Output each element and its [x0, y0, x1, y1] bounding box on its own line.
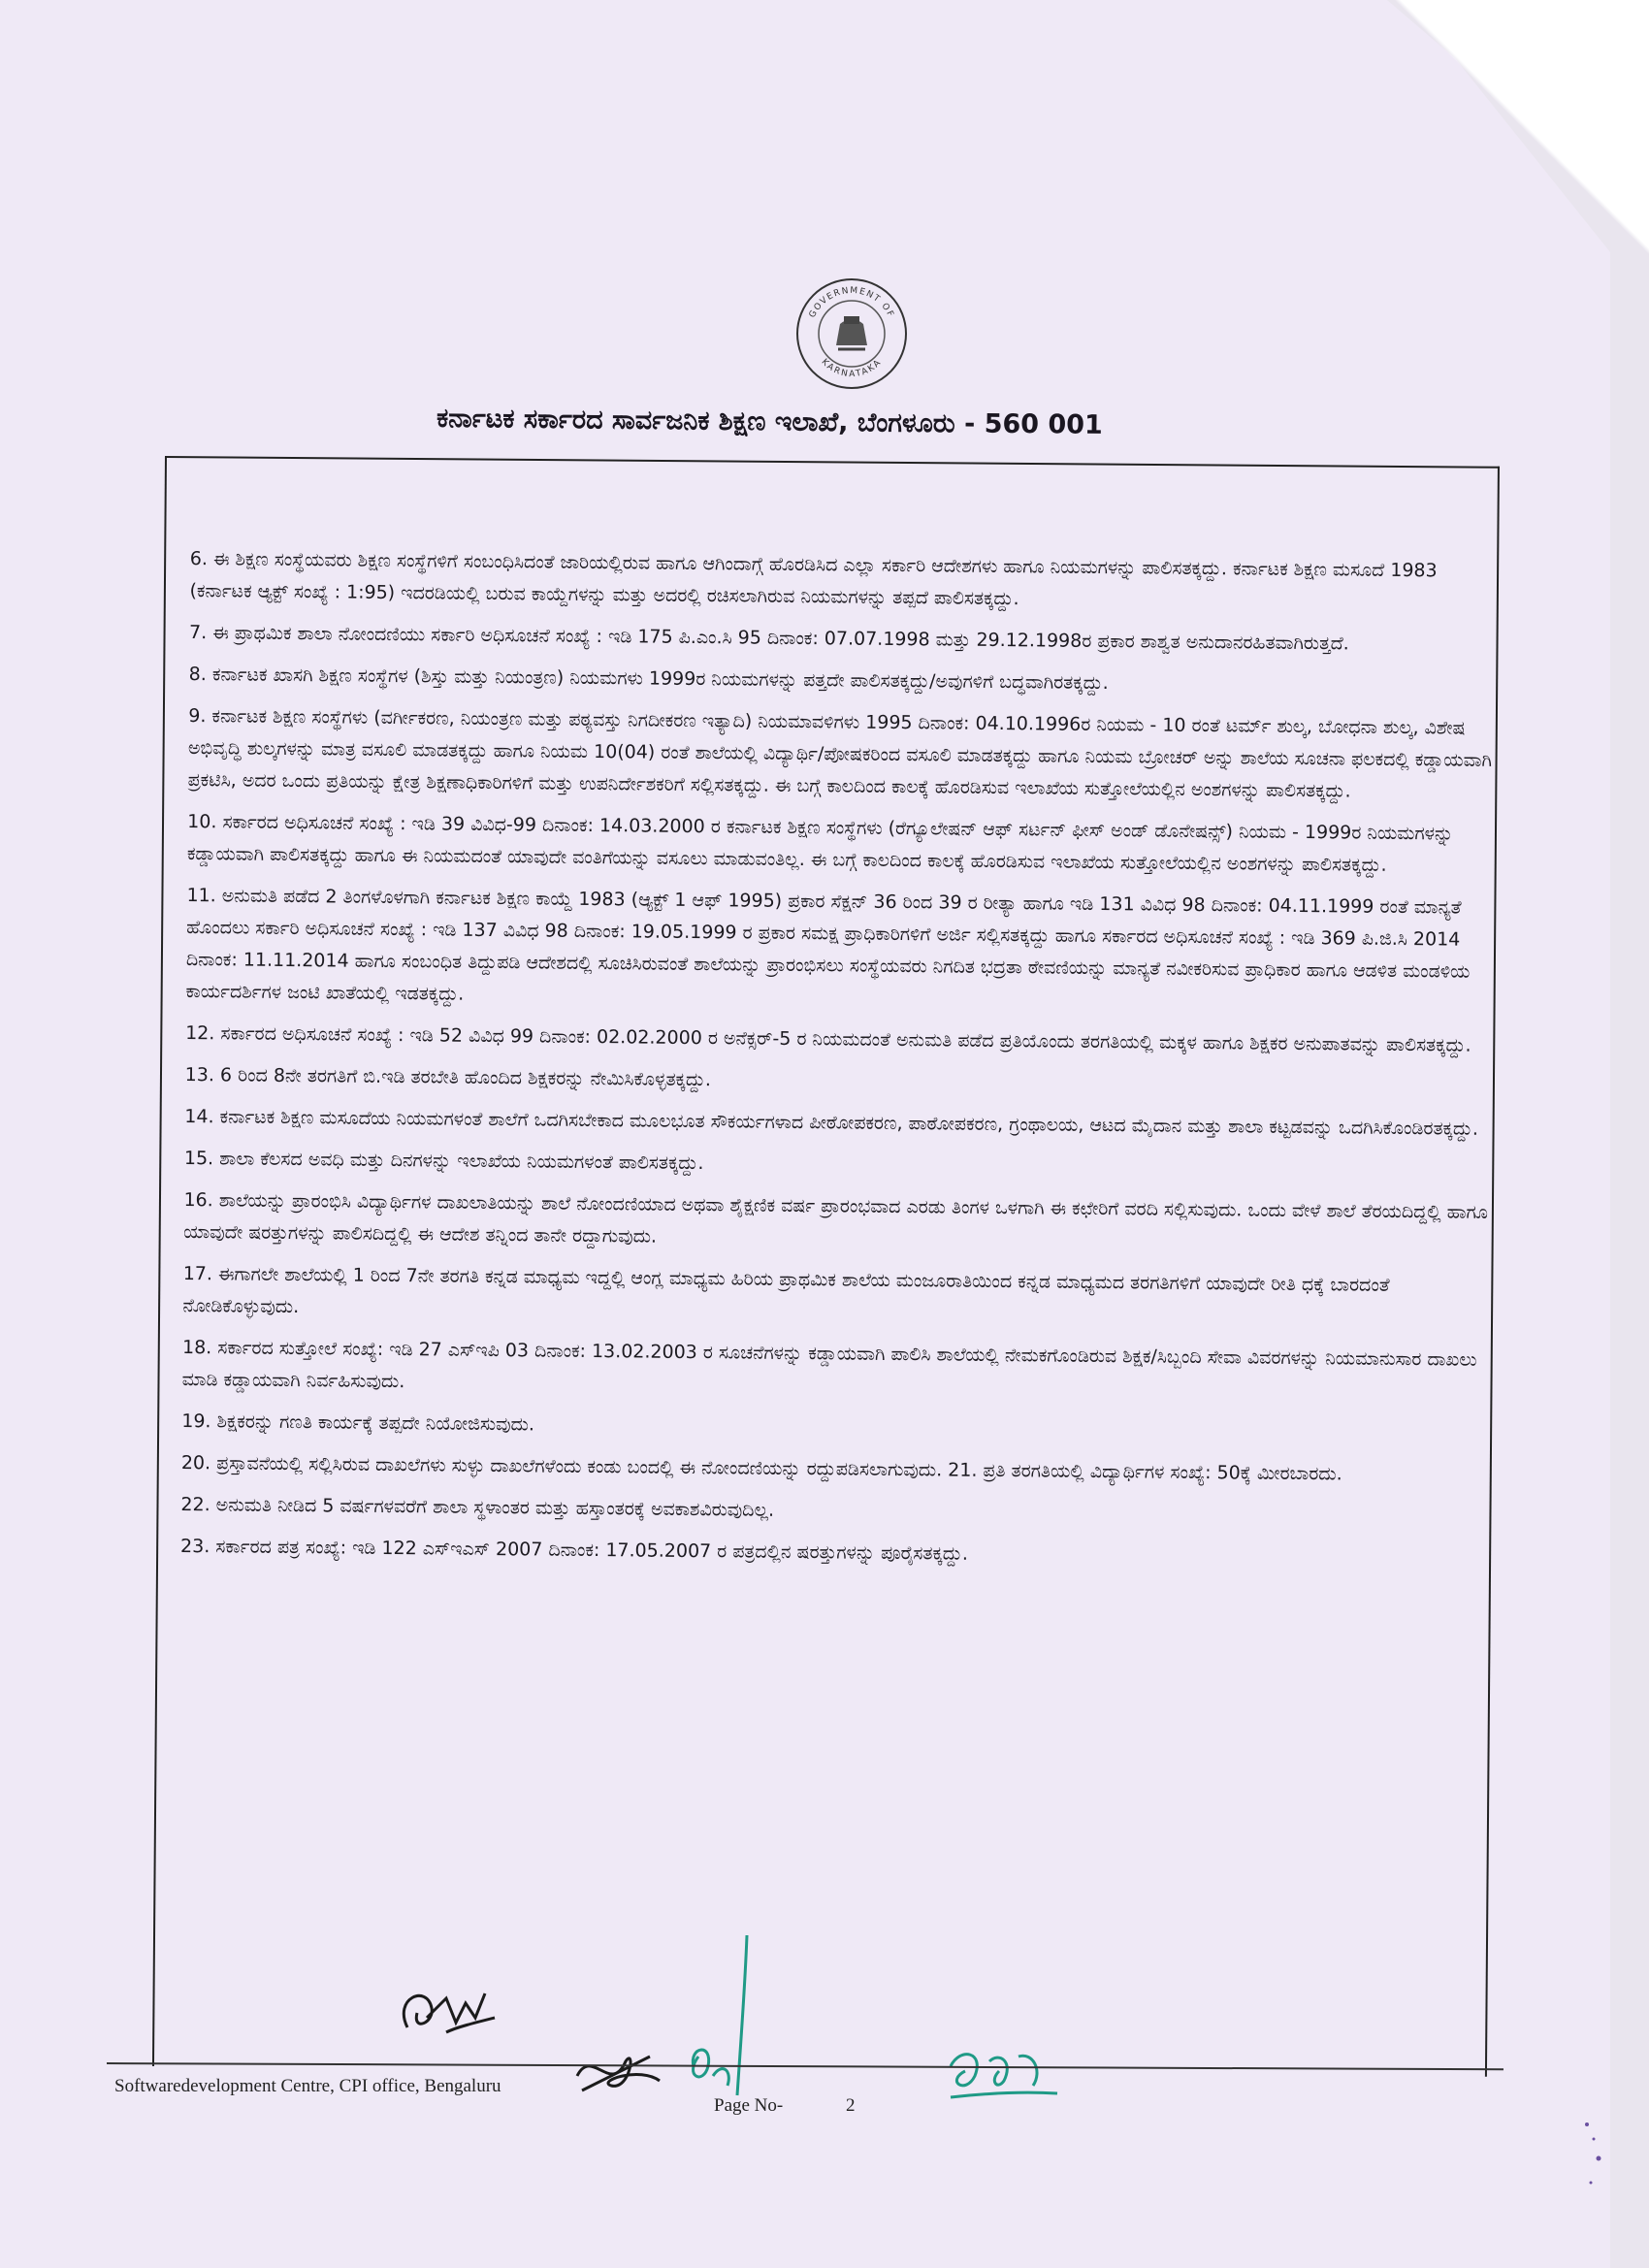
svg-text:GOVERNMENT OF: GOVERNMENT OF	[807, 285, 896, 320]
svg-text:KARNATAKA: KARNATAKA	[819, 357, 885, 380]
department-title: ಕರ್ನಾಟಕ ಸರ್ಕಾರದ ಸಾರ್ವಜನಿಕ ಶಿಕ್ಷಣ ಇಲಾಖೆ, ಬೆಂಗಳೂರು - 560 001	[436, 403, 1103, 440]
condition-item: 11. ಅನುಮತಿ ಪಡೆದ 2 ತಿಂಗಳೊಳಗಾಗಿ ಕರ್ನಾಟಕ ಶಿಕ್ಷಣ ಕಾಯ್ದೆ 1983 (ಆ್ಯಕ್ಟ್ 1 ಆಫ್ 1995) ಪ್ರಕಾರ ಸೆಕ್ಷನ್ 36 ರಿಂದ 39 ರ ರೀತ್ಯಾ ಹಾಗೂ ಇಡಿ 131 ವಿವಿಧ 98 ದಿನಾಂಕ: 04.11.1999 ರಂತೆ ಮಾನ್ಯತೆ ಹೊಂದಲು ಸರ್ಕಾರಿ ಅಧಿಸೂಚನೆ ಸಂಖ್ಯೆ : ಇಡಿ 137 ವಿವಿಧ 98 ದಿನಾಂಕ: 19.05.1999 ರ ಪ್ರಕಾರ ಸಮಕ್ಷ ಪ್ರಾಧಿಕಾರಿಗಳಿಗೆ ಅರ್ಜಿ ಸಲ್ಲಿಸತಕ್ಕದ್ದು ಹಾಗೂ ಸರ್ಕಾರದ ಅಧಿಸೂಚನೆ ಸಂಖ್ಯೆ : ಇಡಿ 369 ಪಿ.ಜಿ.ಸಿ 2014 ದಿನಾಂಕ: 11.11.2014 ಹಾಗೂ ಸಂಬಂಧಿತ ತಿದ್ದುಪಡಿ ಆದೇಶದಲ್ಲಿ ಸೂಚಿಸಿರುವಂತೆ ಶಾಲೆಯನ್ನು ಪ್ರಾರಂಭಿಸಲು ಸಂಸ್ಥೆಯವರು ನಿಗದಿತ ಭದ್ರತಾ ಠೇವಣಿಯನ್ನು ಮಾನ್ಯತೆ ನವೀಕರಿಸುವ ಪ್ರಾಧಿಕಾರ ಹಾಗೂ ಆಡಳಿತ ಮಂಡಳಿಯ ಕಾರ್ಯದರ್ಶಿಗಳ ಜಂಟಿ ಖಾತೆಯಲ್ಲಿ ಇಡತಕ್ಕದ್ದು.	[185, 884, 1471, 1005]
condition-item: 9. ಕರ್ನಾಟಕ ಶಿಕ್ಷಣ ಸಂಸ್ಥೆಗಳು (ವರ್ಗೀಕರಣ, ನಿಯಂತ್ರಣ ಮತ್ತು ಪಠ್ಯವಸ್ತು ನಿಗದೀಕರಣ ಇತ್ಯಾದಿ) ನಿಯಮಾವಳಿಗಳು 1995 ದಿನಾಂಕ: 04.10.1996ರ ನಿಯಮ - 10 ರಂತೆ ಟರ್ಮ್ ಶುಲ್ಕ, ಬೋಧನಾ ಶುಲ್ಕ, ವಿಶೇಷ ಅಭಿವೃದ್ಧಿ ಶುಲ್ಕಗಳನ್ನು ಮಾತ್ರ ವಸೂಲಿ ಮಾಡತಕ್ಕದ್ದು ಹಾಗೂ ನಿಯಮ 10(04) ರಂತೆ ಶಾಲೆಯಲ್ಲಿ ವಿದ್ಯಾರ್ಥಿ/ಪೋಷಕರಿಂದ ವಸೂಲಿ ಮಾಡತಕ್ಕದ್ದು ಹಾಗೂ ನಿಯಮ ಬ್ರೋಚರ್ ಅನ್ನು ಶಾಲೆಯ ಸೂಚನಾ ಫಲಕದಲ್ಲಿ ಕಡ್ಡಾಯವಾಗಿ ಪ್ರಕಟಿಸಿ, ಅದರ ಒಂದು ಪ್ರತಿಯನ್ನು ಕ್ಷೇತ್ರ ಶಿಕ್ಷಣಾಧಿಕಾರಿಗಳಿಗೆ ಮತ್ತು ಉಪನಿರ್ದೇಶಕರಿಗೆ ಸಲ್ಲಿಸತಕ್ಕದ್ದು. ಈ ಬಗ್ಗೆ ಕಾಲದಿಂದ ಕಾಲಕ್ಕೆ ಹೊರಡಿಸುವ ಇಲಾಖೆಯ ಸುತ್ತೋಲೆಯಲ್ಲಿನ ಅಂಶಗಳನ್ನು ಪಾಲಿಸತಕ್ಕದ್ದು.	[187, 704, 1493, 802]
condition-item: 6. ಈ ಶಿಕ್ಷಣ ಸಂಸ್ಥೆಯವರು ಶಿಕ್ಷಣ ಸಂಸ್ಥೆಗಳಿಗೆ ಸಂಬಂಧಿಸಿದಂತೆ ಜಾರಿಯಲ್ಲಿರುವ ಹಾಗೂ ಆಗಿಂದಾಗ್ಗೆ ಹೊರಡಿಸಿದ ಎಲ್ಲಾ ಸರ್ಕಾರಿ ಆದೇಶಗಳು ಹಾಗೂ ನಿಯಮಗಳನ್ನು ಪಾಲಿಸತಕ್ಕದ್ದು. ಕರ್ನಾಟಕ ಶಿಕ್ಷಣ ಮಸೂದೆ 1983 (ಕರ್ನಾಟಕ ಆ್ಯಕ್ಟ್ ಸಂಖ್ಯೆ : 1:95) ಇದರಡಿಯಲ್ಲಿ ಬರುವ ಕಾಯ್ದೆಗಳನ್ನು ಮತ್ತು ಅದರಲ್ಲಿ ರಚಿಸಲಾಗಿರುವ ನಿಯಮಗಳನ್ನು ತಪ್ಪದೆ ಪಾಲಿಸತಕ್ಕದ್ದು.	[189, 547, 1438, 610]
condition-item: 10. ಸರ್ಕಾರದ ಅಧಿಸೂಚನೆ ಸಂಖ್ಯೆ : ಇಡಿ 39 ವಿವಿಧ-99 ದಿನಾಂಕ: 14.03.2000 ರ ಕರ್ನಾಟಕ ಶಿಕ್ಷಣ ಸಂಸ್ಥೆಗಳು (ರೆಗ್ಯೂಲೇಷನ್ ಆಫ್ ಸರ್ಟನ್ ಫೀಸ್ ಅಂಡ್ ಡೊನೇಷನ್ಸ್) ನಿಯಮ - 1999ರ ನಿಯಮಗಳನ್ನು ಕಡ್ಡಾಯವಾಗಿ ಪಾಲಿಸತಕ್ಕದ್ದು ಹಾಗೂ ಈ ನಿಯಮದಂತೆ ಯಾವುದೇ ವಂತಿಗೆಯನ್ನು ವಸೂಲು ಮಾಡುವಂತಿಲ್ಲ. ಈ ಬಗ್ಗೆ ಕಾಲದಿಂದ ಕಾಲಕ್ಕೆ ಹೊರಡಿಸುವ ಇಲಾಖೆಯ ಸುತ್ತೋಲೆಯಲ್ಲಿನ ಅಂಶಗಳನ್ನು ಪಾಲಿಸತಕ್ಕದ್ದು.	[186, 810, 1454, 876]
page-number: 2	[845, 2095, 856, 2116]
condition-item: 14. ಕರ್ನಾಟಕ ಶಿಕ್ಷಣ ಮಸೂದೆಯ ನಿಯಮಗಳಂತೆ ಶಾಲೆಗೆ ಒದಗಿಸಬೇಕಾದ ಮೂಲಭೂತ ಸೌಕರ್ಯಗಳಾದ ಪೀಠೋಪಕರಣ, ಪಾಠೋಪಕರಣ, ಗ್ರಂಥಾಲಯ, ಆಟದ ಮೈದಾನ ಮತ್ತು ಶಾಲಾ ಕಟ್ಟಡವನ್ನು ಒದಗಿಸಿಕೊಂಡಿರತಕ್ಕದ್ದು.	[184, 1105, 1479, 1140]
page-label: Page No-	[714, 2095, 784, 2116]
condition-item: 13. 6 ರಿಂದ 8ನೇ ತರಗತಿಗೆ ಬಿ.ಇಡಿ ತರಬೇತಿ ಹೊಂದಿದ ಶಿಕ್ಷಕರನ್ನು ನೇಮಿಸಿಕೊಳ್ಳತಕ್ಕದ್ದು.	[184, 1063, 712, 1091]
government-seal-icon	[793, 275, 910, 392]
condition-item: 12. ಸರ್ಕಾರದ ಅಧಿಸೂಚನೆ ಸಂಖ್ಯೆ : ಇಡಿ 52 ವಿವಿಧ 99 ದಿನಾಂಕ: 02.02.2000 ರ ಅನೆಕ್ಸರ್-5 ರ ನಿಯಮದಂತೆ ಅನುಮತಿ ಪಡೆದ ಪ್ರತಿಯೊಂದು ತರಗತಿಯಲ್ಲಿ ಮಕ್ಕಳ ಹಾಗೂ ಶಿಕ್ಷಕರ ಅನುಪಾತವನ್ನು ಪಾಲಿಸತಕ್ಕದ್ದು.	[185, 1021, 1471, 1056]
ink-marks-icon	[1579, 2115, 1608, 2212]
signature-2-icon	[572, 2037, 679, 2105]
signature-3-icon	[679, 1930, 766, 2105]
condition-item: 20. ಪ್ರಸ್ತಾವನೆಯಲ್ಲಿ ಸಲ್ಲಿಸಿರುವ ದಾಖಲೆಗಳು ಸುಳ್ಳು ದಾಖಲೆಗಳೆಂದು ಕಂಡು ಬಂದಲ್ಲಿ ಈ ನೋಂದಣಿಯನ್ನು ರದ್ದುಪಡಿಸಲಾಗುವುದು. 21. ಪ್ರತಿ ತರಗತಿಯಲ್ಲಿ ವಿದ್ಯಾರ್ಥಿಗಳ ಸಂಖ್ಯೆ: 50ಕ್ಕೆ ಮೀರಬಾರದು.	[180, 1451, 1342, 1485]
condition-item: 19. ಶಿಕ್ಷಕರನ್ನು ಗಣತಿ ಕಾರ್ಯಕ್ಕೆ ತಪ್ಪದೇ ನಿಯೋಜಿಸುವುದು.	[181, 1409, 535, 1436]
condition-item: 16. ಶಾಲೆಯನ್ನು ಪ್ರಾರಂಭಿಸಿ ವಿದ್ಯಾರ್ಥಿಗಳ ದಾಖಲಾತಿಯನ್ನು ಶಾಲೆ ನೋಂದಣಿಯಾದ ಅಥವಾ ಶೈಕ್ಷಣಿಕ ವರ್ಷ ಪ್ರಾರಂಭವಾದ ಎರಡು ತಿಂಗಳ ಒಳಗಾಗಿ ಈ ಕಛೇರಿಗೆ ವರದಿ ಸಲ್ಲಿಸುವುದು. ಒಂದು ವೇಳೆ ಶಾಲೆ ತೆರಯದಿದ್ದಲ್ಲಿ ಹಾಗೂ ಯಾವುದೇ ಷರತ್ತುಗಳನ್ನು ಪಾಲಿಸದಿದ್ದಲ್ಲಿ ಈ ಆದೇಶ ತನ್ನಿಂದ ತಾನೇ ರದ್ದಾಗುವುದು.	[183, 1188, 1489, 1247]
folded-corner	[1339, 0, 1649, 310]
footer-office-name: Softwaredevelopment Centre, CPI office, Bengaluru	[114, 2076, 501, 2096]
condition-item: 18. ಸರ್ಕಾರದ ಸುತ್ತೋಲೆ ಸಂಖ್ಯೆ: ಇಡಿ 27 ಎಸ್‌ಇಪಿ 03 ದಿನಾಂಕ: 13.02.2003 ರ ಸೂಚನೆಗಳನ್ನು ಕಡ್ಡಾಯವಾಗಿ ಪಾಲಿಸಿ ಶಾಲೆಯಲ್ಲಿ ನೇಮಕಗೊಂಡಿರುವ ಶಿಕ್ಷಕ/ಸಿಬ್ಬಂದಿ ಸೇವಾ ವಿವರಗಳನ್ನು ನಿಯಮಾನುಸಾರ ದಾಖಲು ಮಾಡಿ ಕಡ್ಡಾಯವಾಗಿ ನಿರ್ವಹಿಸುವುದು.	[181, 1336, 1477, 1393]
condition-item: 17. ಈಗಾಗಲೇ ಶಾಲೆಯಲ್ಲಿ 1 ರಿಂದ 7ನೇ ತರಗತಿ ಕನ್ನಡ ಮಾಧ್ಯಮ ಇದ್ದಲ್ಲಿ ಆಂಗ್ಲ ಮಾಧ್ಯಮ ಹಿರಿಯ ಪ್ರಾಥಮಿಕ ಶಾಲೆಯ ಮಂಜೂರಾತಿಯಿಂದ ಕನ್ನಡ ಮಾಧ್ಯಮದ ತರಗತಿಗಳಿಗೆ ಯಾವುದೇ ರೀತಿ ಧಕ್ಕೆ ಬಾರದಂತೆ ನೋಡಿಕೊಳ್ಳುವುದು.	[182, 1262, 1390, 1318]
condition-item: 23. ಸರ್ಕಾರದ ಪತ್ರ ಸಂಖ್ಯೆ: ಇಡಿ 122 ಎಸ್‌ಇಎಸ್ 2007 ದಿನಾಂಕ: 17.05.2007 ರ ಪತ್ರದಲ್ಲಿನ ಷರತ್ತುಗಳನ್ನು ಪೂರೈಸತಕ್ಕದ್ದು.	[179, 1535, 969, 1565]
conditions-list	[180, 543, 1495, 1585]
condition-item: 15. ಶಾಲಾ ಕೆಲಸದ ಅವಧಿ ಮತ್ತು ದಿನಗಳನ್ನು ಇಲಾಖೆಯ ನಿಯಮಗಳಂತೆ ಪಾಲಿಸತಕ್ಕದ್ದು.	[183, 1147, 704, 1175]
footer-page-number	[714, 2095, 855, 2117]
condition-item: 22. ಅನುಮತಿ ನೀಡಿದ 5 ವರ್ಷಗಳವರೆಗೆ ಶಾಲಾ ಸ್ಥಳಾಂತರ ಮತ್ತು ಹಸ್ತಾಂತರಕ್ಕೆ ಅವಕಾಶವಿರುವುದಿಲ್ಲ.	[180, 1493, 775, 1521]
condition-item: 8. ಕರ್ನಾಟಕ ಖಾಸಗಿ ಶಿಕ್ಷಣ ಸಂಸ್ಥೆಗಳ (ಶಿಸ್ತು ಮತ್ತು ನಿಯಂತ್ರಣ) ನಿಯಮಗಳು 1999ರ ನಿಯಮಗಳನ್ನು ಪತ್ತದೇ ಪಾಲಿಸತಕ್ಕದ್ದು/ಅವುಗಳಿಗೆ ಬದ್ಧವಾಗಿರತಕ್ಕದ್ದು.	[188, 663, 1109, 695]
condition-item: 7. ಈ ಪ್ರಾಥಮಿಕ ಶಾಲಾ ನೋಂದಣಿಯು ಸರ್ಕಾರಿ ಅಧಿಸೂಚನೆ ಸಂಖ್ಯೆ : ಇಡಿ 175 ಪಿ.ಎಂ.ಸಿ 95 ದಿನಾಂಕ: 07.07.1998 ಮತ್ತು 29.12.1998ರ ಪ್ರಕಾರ ಶಾಶ್ವತ ಅನುದಾನರಹಿತವಾಗಿರುತ್ತದೆ.	[189, 621, 1349, 655]
signature-1-icon	[388, 1979, 514, 2057]
signature-4-icon	[941, 2037, 1067, 2115]
